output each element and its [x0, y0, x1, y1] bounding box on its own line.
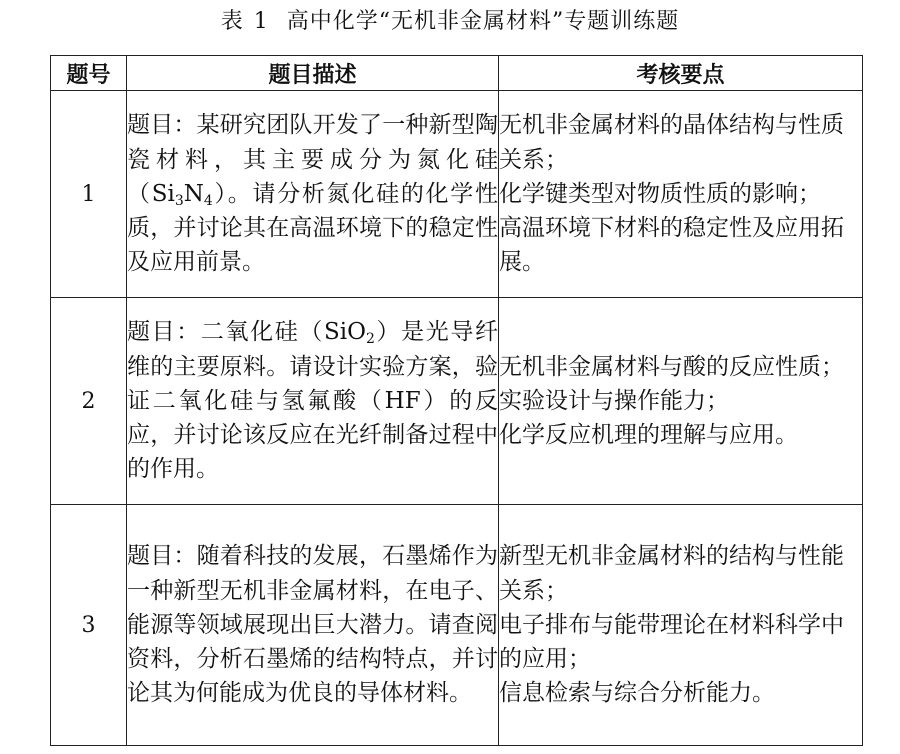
row-number: 2: [51, 298, 127, 505]
key-point: 化学反应机理的理解与应用。: [499, 422, 798, 449]
question-description: [127, 91, 499, 298]
desc-text: ）。请分析氮化硅的化学性质，并讨论其在高温环境下的稳定性及应用前景。: [127, 180, 498, 276]
header-key-points: 考核要点: [499, 56, 863, 91]
caption-title: 高中化学“无机非金属材料”专题训练题: [286, 9, 680, 34]
table-caption: [0, 8, 900, 36]
desc-subscript: 3: [174, 192, 184, 209]
question-description: 题目：随着科技的发展，石墨烯作为一种新型无机非金属材料，在电子、能源等领域展现出巨大潜力。请查阅资料，分析石墨烯的结构特点，并讨论其为何能成为优良的导体材料。: [127, 505, 499, 746]
table-row: [51, 91, 863, 298]
key-point: 化学键类型对物质性质的影响；: [499, 180, 821, 207]
header-number: 题号: [51, 56, 127, 91]
table-row: [51, 298, 863, 505]
table-row: [51, 505, 863, 746]
caption-number: 1: [253, 9, 269, 34]
key-point: 高温环境下材料的稳定性及应用拓展。: [499, 215, 844, 276]
key-point: 新型无机非金属材料的结构与性能关系；: [499, 543, 844, 604]
key-point: 无机非金属材料的晶体结构与性质关系；: [499, 112, 844, 173]
key-point: 信息检索与综合分析能力。: [499, 680, 775, 707]
caption-prefix: 表: [220, 9, 244, 34]
desc-text: 题目：某研究团队开发了一种新型陶瓷材料，其主要成分为氮化硅（Si: [127, 112, 498, 207]
desc-text: N: [183, 180, 204, 207]
desc-subscript: 4: [203, 192, 213, 209]
key-points: [499, 298, 863, 505]
key-point: 实验设计与操作能力；: [499, 387, 729, 414]
key-point: 电子排布与能带理论在材料科学中的应用；: [499, 611, 844, 673]
row-number: 3: [51, 505, 127, 746]
table-header-row: [51, 56, 863, 91]
row-number: 1: [51, 91, 127, 298]
header-description: 题目描述: [127, 56, 499, 91]
key-points: [499, 505, 863, 746]
exercise-table: [50, 55, 863, 746]
desc-text: ）是光导纤维的主要原料。请设计实验方案，验证二氧化硅与氢氟酸（HF）的反应，并讨论该反应在光纤制备过程中的作用。: [127, 319, 499, 483]
desc-subscript: 2: [365, 331, 375, 348]
question-description: [127, 298, 499, 505]
key-point: 无机非金属材料与酸的反应性质；: [499, 353, 844, 380]
key-points: [499, 91, 863, 298]
desc-text: 题目：二氧化硅（SiO: [127, 319, 366, 346]
